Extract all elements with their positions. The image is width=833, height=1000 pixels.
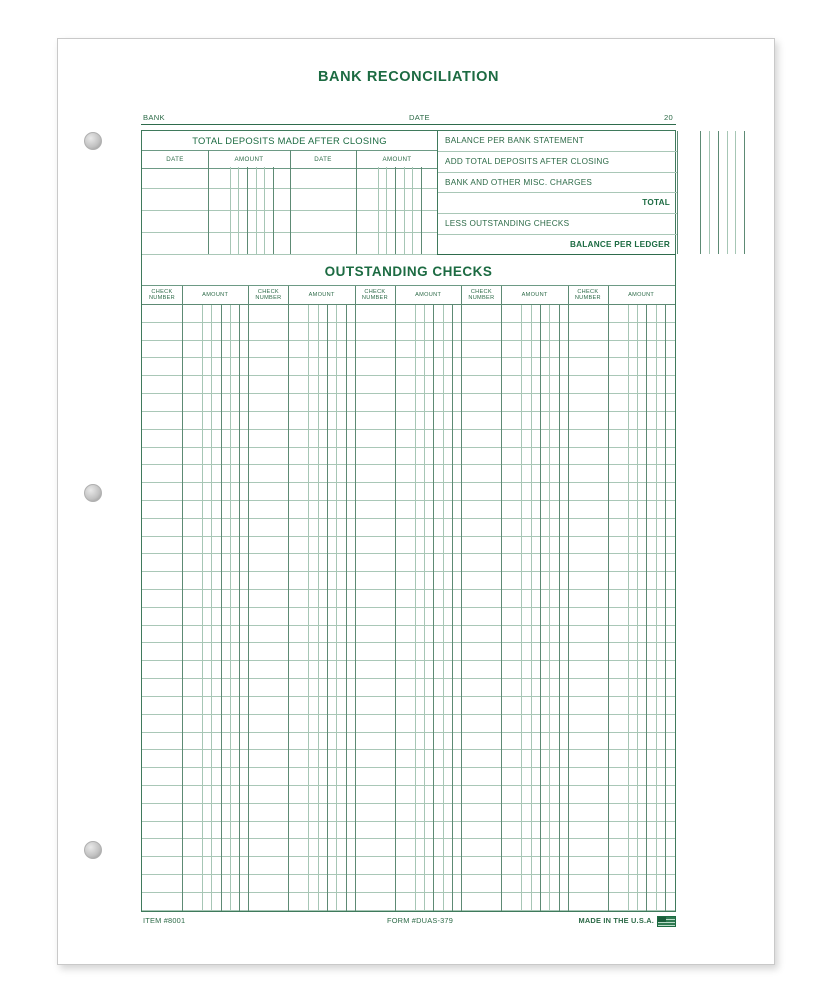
outstanding-checks-rows[interactable] [142, 305, 675, 911]
oc-check-amount-divider [182, 305, 183, 911]
oc-header-check-number [248, 286, 288, 304]
oc-header-check-number-text: CHECK NUMBER [148, 288, 175, 301]
oc-digit-rule [656, 305, 657, 911]
oc-row[interactable] [142, 750, 675, 768]
deposits-vrule-head [208, 150, 209, 167]
oc-decimal-rule [433, 305, 434, 911]
oc-row[interactable] [142, 341, 675, 359]
deposits-decimal-rule [247, 167, 248, 254]
oc-row[interactable] [142, 554, 675, 572]
deposits-cents-rule [273, 167, 274, 254]
oc-pair-divider [248, 305, 249, 911]
oc-header-check-number-text: CHECK NUMBER [468, 288, 495, 301]
oc-row[interactable] [142, 412, 675, 430]
summary-decimal-rule [718, 131, 719, 254]
summary-digit-rule [735, 131, 736, 254]
oc-row[interactable] [142, 822, 675, 840]
page-title: BANK RECONCILIATION [317, 69, 500, 85]
oc-pair-divider-head [461, 286, 462, 304]
deposits-title: TOTAL DEPOSITS MADE AFTER CLOSING [142, 131, 437, 151]
oc-row[interactable] [142, 608, 675, 626]
summary-row-misc-charges: BANK AND OTHER MISC. CHARGES [438, 173, 677, 194]
deposits-vrule [356, 167, 357, 254]
oc-header-check-number [142, 286, 182, 304]
summary-row-balance-per-bank-statement: BALANCE PER BANK STATEMENT [438, 131, 677, 152]
oc-digit-rule [211, 305, 212, 911]
hole-punch-middle [84, 484, 102, 502]
oc-header-amount: AMOUNT [628, 291, 655, 298]
deposits-digit-rule [256, 167, 257, 254]
oc-row[interactable] [142, 715, 675, 733]
summary-digit-rule [727, 131, 728, 254]
summary-row-balance-per-ledger: BALANCE PER LEDGER [569, 240, 670, 250]
oc-row[interactable] [142, 661, 675, 679]
hole-punch-top [84, 132, 102, 150]
oc-digit-rule [665, 305, 666, 911]
oc-row[interactable] [142, 804, 675, 822]
deposits-col-date-1: DATE [166, 156, 184, 163]
bank-reconciliation-form [141, 69, 676, 928]
oc-header-amount: AMOUNT [415, 291, 442, 298]
oc-check-amount-divider-head [501, 286, 502, 304]
deposits-block [142, 131, 438, 254]
oc-row[interactable] [142, 448, 675, 466]
oc-digit-rule [628, 305, 629, 911]
deposits-digit-rule [230, 167, 231, 254]
oc-header-check-number [461, 286, 501, 304]
oc-row[interactable] [142, 839, 675, 857]
summary-block [438, 131, 675, 254]
oc-row[interactable] [142, 643, 675, 661]
outstanding-checks-column-headers [142, 286, 675, 305]
form-footer [141, 916, 676, 928]
deposits-digit-rule [412, 167, 413, 254]
oc-row[interactable] [142, 376, 675, 394]
oc-check-amount-divider-head [395, 286, 396, 304]
oc-row[interactable] [142, 323, 675, 341]
form-header-line [141, 109, 676, 125]
oc-header-check-number-text: CHECK NUMBER [361, 288, 388, 301]
deposits-col-amount-1: AMOUNT [234, 156, 264, 163]
hole-punch-bottom [84, 841, 102, 859]
oc-pair-divider-head [568, 286, 569, 304]
oc-row[interactable] [142, 768, 675, 786]
outstanding-checks-section [141, 255, 676, 912]
oc-check-amount-divider-head [182, 286, 183, 304]
deposits-decimal-rule [395, 167, 396, 254]
paper-sheet [57, 38, 775, 965]
summary-digit-rule [700, 131, 701, 254]
oc-row[interactable] [142, 590, 675, 608]
footer-form-number: FORM #DUAS-379 [387, 915, 454, 925]
deposits-digit-rule [404, 167, 405, 254]
summary-labels [438, 131, 678, 254]
oc-row[interactable] [142, 465, 675, 483]
summary-row-less-outstanding-checks: LESS OUTSTANDING CHECKS [438, 214, 677, 235]
oc-pair-divider [461, 305, 462, 911]
oc-check-amount-divider [395, 305, 396, 911]
summary-row-add-total-deposits: ADD TOTAL DEPOSITS AFTER CLOSING [438, 152, 677, 173]
oc-row[interactable] [142, 572, 675, 590]
oc-row[interactable] [142, 305, 675, 323]
oc-row[interactable] [142, 697, 675, 715]
oc-row[interactable] [142, 358, 675, 376]
deposits-cents-rule [421, 167, 422, 254]
oc-row[interactable] [142, 733, 675, 751]
oc-row[interactable] [142, 519, 675, 537]
oc-digit-rule [308, 305, 309, 911]
oc-row[interactable] [142, 537, 675, 555]
deposits-col-amount-2: AMOUNT [382, 156, 412, 163]
deposits-vrule-head [356, 150, 357, 167]
oc-digit-rule [346, 305, 347, 911]
oc-digit-rule [318, 305, 319, 911]
deposits-digit-rule [238, 167, 239, 254]
deposits-vrule-head [290, 150, 291, 167]
oc-check-amount-divider [608, 305, 609, 911]
oc-digit-rule [637, 305, 638, 911]
oc-digit-rule [531, 305, 532, 911]
oc-digit-rule [230, 305, 231, 911]
oc-digit-rule [452, 305, 453, 911]
oc-row[interactable] [142, 679, 675, 697]
oc-row[interactable] [142, 394, 675, 412]
oc-digit-rule [336, 305, 337, 911]
oc-header-check-number-text: CHECK NUMBER [255, 288, 282, 301]
bank-field-label: BANK [143, 113, 165, 122]
oc-header-check-number [355, 286, 395, 304]
year-field-label: 20 [664, 113, 674, 122]
deposits-vrule [208, 167, 209, 254]
oc-pair-divider [355, 305, 356, 911]
deposits-col-date-2: DATE [314, 156, 332, 163]
oc-decimal-rule [221, 305, 222, 911]
summary-row-total: TOTAL [438, 193, 677, 214]
oc-row[interactable] [142, 786, 675, 804]
oc-pair-divider-head [248, 286, 249, 304]
oc-check-amount-divider-head [608, 286, 609, 304]
oc-row[interactable] [142, 893, 675, 911]
oc-row[interactable] [142, 857, 675, 875]
oc-header-check-number-text: CHECK NUMBER [574, 288, 601, 301]
oc-digit-rule [559, 305, 560, 911]
deposits-digit-rule [378, 167, 379, 254]
footer-item-number: ITEM #8001 [143, 915, 186, 925]
reconciliation-top-section [141, 130, 676, 255]
oc-header-amount: AMOUNT [521, 291, 548, 298]
oc-row[interactable] [142, 501, 675, 519]
deposits-vrule [290, 167, 291, 254]
outstanding-checks-title: OUTSTANDING CHECKS [142, 255, 675, 286]
oc-digit-rule [521, 305, 522, 911]
oc-row[interactable] [142, 483, 675, 501]
oc-row[interactable] [142, 626, 675, 644]
oc-check-amount-divider [501, 305, 502, 911]
oc-digit-rule [549, 305, 550, 911]
deposits-digit-rule [264, 167, 265, 254]
deposits-rows[interactable] [142, 167, 437, 254]
oc-decimal-rule [327, 305, 328, 911]
usa-flag-icon [657, 916, 676, 927]
oc-header-amount: AMOUNT [202, 291, 229, 298]
oc-check-amount-divider [288, 305, 289, 911]
oc-row[interactable] [142, 875, 675, 893]
oc-digit-rule [424, 305, 425, 911]
date-field-label: DATE [409, 113, 430, 122]
summary-cents-rule [744, 131, 745, 254]
oc-pair-divider [568, 305, 569, 911]
oc-pair-divider-head [355, 286, 356, 304]
oc-check-amount-divider-head [288, 286, 289, 304]
oc-header-check-number [568, 286, 608, 304]
summary-digit-rule [709, 131, 710, 254]
oc-decimal-rule [646, 305, 647, 911]
oc-digit-rule [239, 305, 240, 911]
oc-digit-rule [415, 305, 416, 911]
oc-header-amount: AMOUNT [308, 291, 335, 298]
oc-row[interactable] [142, 430, 675, 448]
footer-made-in-usa: MADE IN THE U.S.A. [578, 915, 654, 925]
oc-digit-rule [202, 305, 203, 911]
oc-digit-rule [443, 305, 444, 911]
oc-decimal-rule [540, 305, 541, 911]
deposits-digit-rule [386, 167, 387, 254]
